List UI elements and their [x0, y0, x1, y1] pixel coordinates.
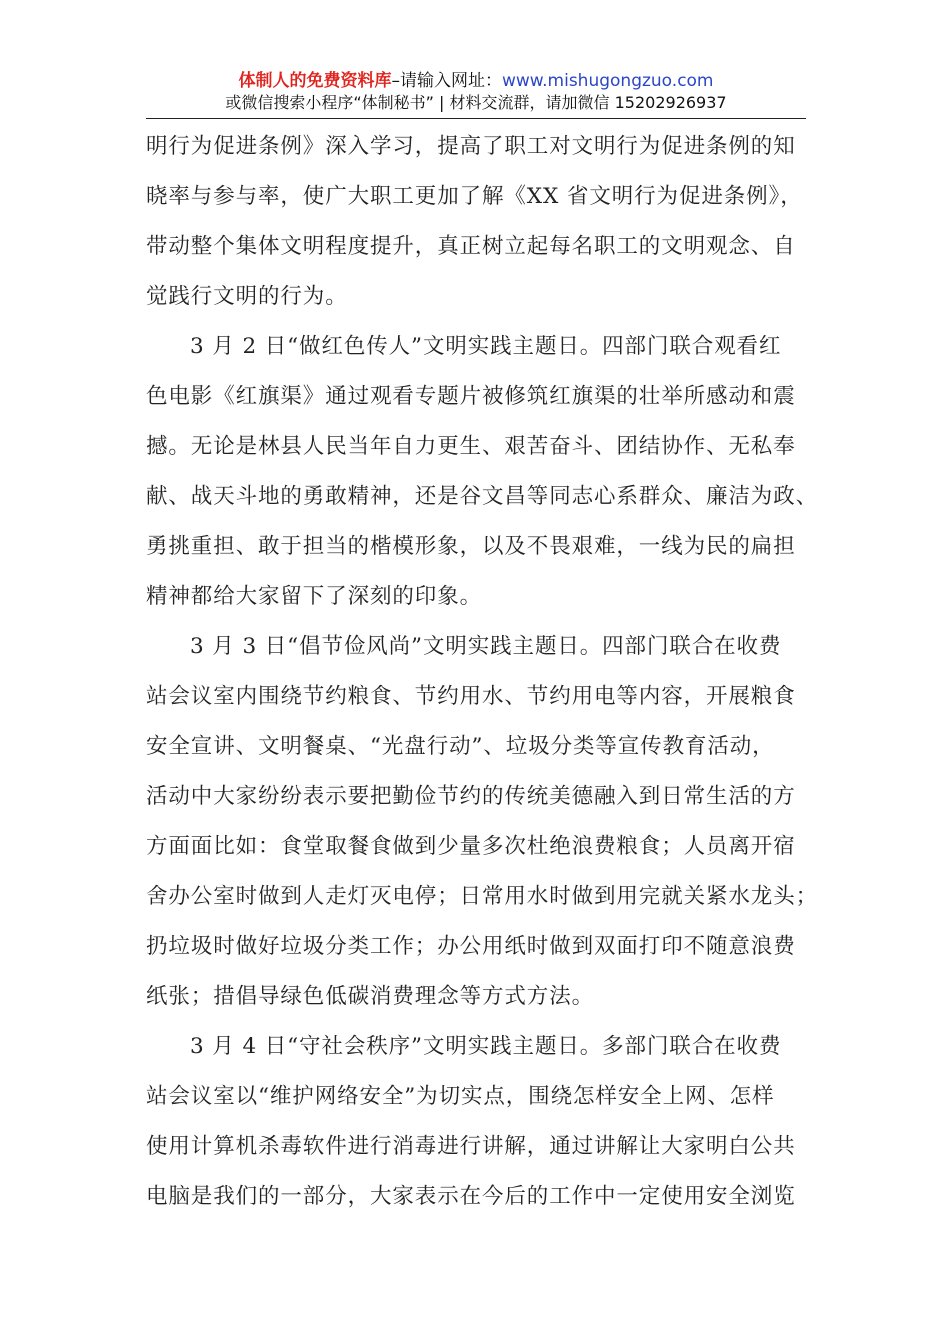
- paragraph-start-line: 3 月 3 日“倡节俭风尚”文明实践主题日。四部门联合在收费: [190, 634, 782, 659]
- text-line: 电脑是我们的一部分，大家表示在今后的工作中一定使用安全浏览: [146, 1184, 796, 1209]
- header-brand: 体制人的免费资料库: [238, 71, 392, 91]
- paragraph-start-line: 3 月 4 日“守社会秩序”文明实践主题日。多部门联合在收费: [190, 1034, 782, 1059]
- text-line: 晓率与参与率，使广大职工更加了解《XX 省文明行为促进条例》，: [146, 184, 803, 209]
- text-line: 使用计算机杀毒软件进行消毒进行讲解，通过讲解让大家明白公共: [146, 1134, 796, 1159]
- text-line: 明行为促进条例》深入学习，提高了职工对文明行为促进条例的知: [146, 134, 796, 159]
- paragraph-start-line: 3 月 2 日“做红色传人”文明实践主题日。四部门联合观看红: [190, 334, 782, 359]
- text-line: 带动整个集体文明程度提升，真正树立起每名职工的文明观念、自: [146, 234, 796, 259]
- text-line: 纸张；措倡导绿色低碳消费理念等方式方法。: [146, 984, 595, 1009]
- body-text: [146, 122, 819, 1222]
- text-line: 站会议室以“维护网络安全”为切实点，围绕怎样安全上网、怎样: [146, 1084, 775, 1109]
- text-line: 舍办公室时做到人走灯灭电停；日常用水时做到用完就关紧水龙头；: [146, 884, 819, 909]
- text-line: 活动中大家纷纷表示要把勤俭节约的传统美德融入到日常生活的方: [146, 784, 796, 809]
- header-prompt: –请输入网址：: [391, 71, 502, 91]
- header-url-link[interactable]: www.mishugongzuo.com: [501, 71, 714, 91]
- text-line: 安全宣讲、文明餐桌、“光盘行动”、垃圾分类等宣传教育活动，: [146, 734, 775, 759]
- text-line: 扔垃圾时做好垃圾分类工作；办公用纸时做到双面打印不随意浪费: [146, 934, 796, 959]
- header-line-2: 或微信搜索小程序“体制秘书” | 材料交流群，请加微信 15202926937: [225, 93, 727, 112]
- text-line: 勇挑重担、敢于担当的楷模形象，以及不畏艰难，一线为民的扁担: [146, 534, 796, 559]
- text-line: 色电影《红旗渠》通过观看专题片被修筑红旗渠的壮举所感动和震: [146, 384, 796, 409]
- text-line: 撼。无论是林县人民当年自力更生、艰苦奋斗、团结协作、无私奉: [146, 434, 796, 459]
- header-line-1: [146, 70, 806, 92]
- text-line: 精神都给大家留下了深刻的印象。: [146, 584, 483, 609]
- text-line: 献、战天斗地的勇敢精神，还是谷文昌等同志心系群众、廉洁为政、: [146, 484, 819, 509]
- text-line: 觉践行文明的行为。: [146, 284, 348, 309]
- text-line: 方面面比如：食堂取餐食做到少量多次杜绝浪费粮食；人员离开宿: [146, 834, 796, 859]
- page-header: [146, 70, 806, 114]
- header-divider: [146, 118, 806, 119]
- text-line: 站会议室内围绕节约粮食、节约用水、节约用电等内容，开展粮食: [146, 684, 796, 709]
